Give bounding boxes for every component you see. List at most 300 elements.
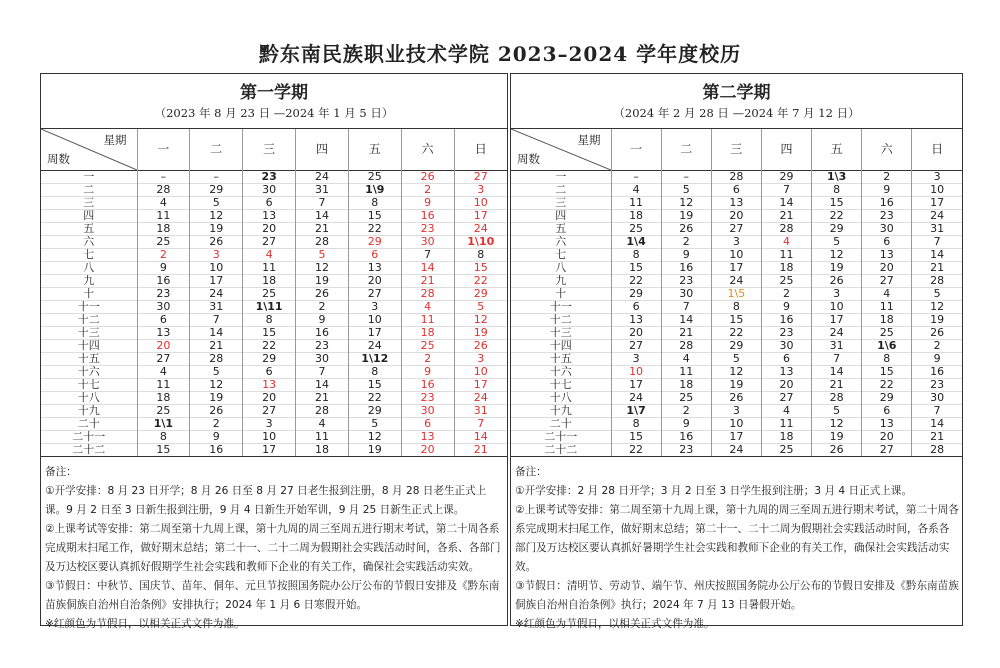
day-cell: 6 (711, 184, 761, 197)
day-cell: 28 (296, 405, 349, 418)
day-cell: 14 (661, 314, 711, 327)
week-number: 十六 (77, 365, 100, 378)
day-cell: 11 (661, 366, 711, 379)
day-cell: 20 (348, 275, 401, 288)
week-row (511, 288, 962, 301)
note-item: ①开学安排：2 月 28 日开学；3 月 2 日至 3 日学生报到注册；3 月 4 日正式上课。 (515, 485, 913, 497)
weekday-thu: 四 (761, 129, 811, 171)
week-row (41, 184, 507, 197)
day-cell: 6 (862, 405, 912, 418)
day-cell: 27 (711, 223, 761, 236)
day-cell: 10 (454, 197, 507, 210)
day-cell: 30 (761, 340, 811, 353)
day-cell: 27 (348, 288, 401, 301)
day-cell: 8 (454, 249, 507, 262)
weekday-sun: 日 (912, 129, 962, 171)
week-row (41, 392, 507, 405)
week-row (41, 223, 507, 236)
day-cell: 10 (611, 366, 661, 379)
day-cell: 9 (137, 262, 190, 275)
day-cell: 26 (711, 392, 761, 405)
day-cell: 28 (761, 223, 811, 236)
day-cell: 28 (137, 184, 190, 197)
day-cell: 25 (761, 444, 811, 457)
day-cell: 6 (243, 366, 296, 379)
note-item: ※红颜色为节假日，以相关正式文件为准。 (45, 618, 245, 630)
week-number: 十一 (549, 300, 572, 313)
day-cell: 20 (761, 379, 811, 392)
day-cell: 7 (761, 184, 811, 197)
week-row (41, 171, 507, 184)
day-cell: 12 (812, 418, 862, 431)
weekday-tue: 二 (190, 129, 243, 171)
day-cell: 19 (190, 392, 243, 405)
day-cell: 5 (912, 288, 962, 301)
day-cell: 29 (812, 223, 862, 236)
page-title: 黔东南民族职业技术学院 2023–2024 学年度校历 (258, 42, 742, 66)
day-cell: 5 (190, 197, 243, 210)
day-cell: 7 (401, 249, 454, 262)
week-number: 二十一 (72, 430, 106, 443)
semester-2-title: 第二学期 (702, 83, 771, 103)
day-cell: 6 (243, 197, 296, 210)
week-number: 十五 (77, 352, 100, 365)
day-cell: 8 (137, 431, 190, 444)
day-cell: 22 (348, 223, 401, 236)
day-cell: 8 (243, 314, 296, 327)
day-cell: 12 (912, 301, 962, 314)
day-cell: 26 (454, 340, 507, 353)
day-cell: 23 (761, 327, 811, 340)
day-cell: 15 (348, 379, 401, 392)
day-cell: 21 (190, 340, 243, 353)
day-cell: 12 (348, 431, 401, 444)
day-cell: 9 (761, 301, 811, 314)
day-cell: 22 (243, 340, 296, 353)
day-cell: 11 (761, 418, 811, 431)
day-cell: 29 (348, 236, 401, 249)
week-number: 十二 (77, 313, 100, 326)
day-cell: 6 (137, 314, 190, 327)
day-cell: 6 (761, 353, 811, 366)
day-cell: 14 (912, 418, 962, 431)
week-number: 十八 (549, 391, 572, 404)
day-cell: 3 (348, 301, 401, 314)
day-cell: 14 (190, 327, 243, 340)
week-number: 二十二 (544, 443, 578, 456)
week-number: 六 (83, 235, 95, 248)
day-cell: 23 (912, 379, 962, 392)
day-cell: 3 (711, 236, 761, 249)
day-cell: 23 (401, 392, 454, 405)
week-row (41, 236, 507, 249)
week-row (41, 405, 507, 418)
day-cell: 16 (296, 327, 349, 340)
week-row (511, 184, 962, 197)
weekday-sat: 六 (862, 129, 912, 171)
semester-1-header (41, 74, 507, 129)
day-cell: 19 (812, 262, 862, 275)
day-cell: 4 (761, 405, 811, 418)
day-cell: 18 (761, 431, 811, 444)
day-cell: 12 (190, 379, 243, 392)
day-cell: 5 (661, 184, 711, 197)
day-cell: 6 (611, 301, 661, 314)
weekday-header-row (41, 129, 507, 171)
week-number: 九 (83, 274, 95, 287)
week-number: 八 (555, 261, 567, 274)
week-number: 二十 (549, 417, 572, 430)
day-cell: 11 (243, 262, 296, 275)
day-cell: 30 (243, 184, 296, 197)
day-cell: 14 (912, 249, 962, 262)
day-cell: 24 (296, 171, 349, 184)
day-cell: 12 (661, 197, 711, 210)
day-cell: 24 (454, 223, 507, 236)
day-cell: 26 (296, 288, 349, 301)
day-cell: 29 (761, 171, 811, 184)
day-cell: 20 (137, 340, 190, 353)
week-number: 二 (83, 183, 95, 196)
day-cell: 15 (348, 210, 401, 223)
day-cell: 15 (611, 431, 661, 444)
day-cell: 11 (137, 210, 190, 223)
week-number: 六 (555, 235, 567, 248)
day-cell: 26 (661, 223, 711, 236)
day-cell: 13 (862, 418, 912, 431)
day-cell: 10 (348, 314, 401, 327)
day-cell: 21 (661, 327, 711, 340)
day-cell: 8 (812, 184, 862, 197)
note-item: ※红颜色为节假日，以相关正式文件为准。 (515, 618, 715, 630)
day-cell: 3 (812, 288, 862, 301)
corner-weeknum-label: 周数 (47, 152, 70, 166)
day-cell: 17 (912, 197, 962, 210)
week-row (511, 353, 962, 366)
note-item: ③节假日：清明节、劳动节、端午节、州庆按照国务院办公厅公布的节假日安排及《黔东南苗族侗族自治州自治条例》执行；2024 年 7 月 13 日暑假开始。 (515, 580, 959, 611)
day-cell: 22 (454, 275, 507, 288)
day-cell: 23 (401, 223, 454, 236)
day-cell: 11 (862, 301, 912, 314)
day-cell: 13 (711, 197, 761, 210)
day-cell: 15 (137, 444, 190, 457)
day-cell: 26 (401, 171, 454, 184)
day-cell: 2 (190, 418, 243, 431)
day-cell: 3 (190, 249, 243, 262)
day-cell: 17 (711, 262, 761, 275)
day-cell: 27 (862, 275, 912, 288)
week-number: 十 (555, 287, 567, 300)
day-cell: 27 (761, 392, 811, 405)
day-cell: 24 (611, 392, 661, 405)
day-cell: 25 (243, 288, 296, 301)
week-row (511, 366, 962, 379)
day-cell: 7 (296, 197, 349, 210)
day-cell: 18 (761, 262, 811, 275)
week-number: 九 (555, 274, 567, 287)
day-cell: 13 (137, 327, 190, 340)
semester-2-notes (511, 456, 962, 634)
week-row (41, 197, 507, 210)
day-cell: 14 (454, 431, 507, 444)
day-cell: 2 (862, 171, 912, 184)
day-cell: 30 (401, 405, 454, 418)
day-cell: 18 (243, 275, 296, 288)
weekday-thu: 四 (296, 129, 349, 171)
day-cell: 23 (296, 340, 349, 353)
day-cell: 8 (611, 418, 661, 431)
semester-1-date-range: （2023 年 8 月 23 日 —2024 年 1 月 5 日） (154, 106, 394, 120)
weekday-mon: 一 (137, 129, 190, 171)
day-cell: 17 (611, 379, 661, 392)
semester-2-header (511, 74, 962, 129)
day-cell: 25 (761, 275, 811, 288)
day-cell: 16 (761, 314, 811, 327)
week-row (511, 327, 962, 340)
day-cell: 14 (296, 210, 349, 223)
day-cell: 28 (661, 340, 711, 353)
week-row (511, 431, 962, 444)
week-number: 五 (555, 222, 567, 235)
week-number: 一 (555, 170, 567, 183)
day-cell: 4 (137, 197, 190, 210)
day-cell: 30 (401, 236, 454, 249)
day-cell: 30 (296, 353, 349, 366)
week-row (41, 275, 507, 288)
day-cell: 6 (862, 236, 912, 249)
day-cell: 19 (190, 223, 243, 236)
day-cell: 5 (296, 249, 349, 262)
corner-weeknum-label: 周数 (517, 152, 540, 166)
day-cell: 9 (912, 353, 962, 366)
day-cell: 5 (812, 236, 862, 249)
day-cell: 16 (190, 444, 243, 457)
week-number: 十七 (549, 378, 572, 391)
week-row (41, 418, 507, 431)
day-cell: 26 (812, 275, 862, 288)
day-cell: 29 (190, 184, 243, 197)
week-row (511, 223, 962, 236)
day-cell: 11 (401, 314, 454, 327)
day-cell: 4 (661, 353, 711, 366)
day-cell: 19 (348, 444, 401, 457)
semester-1-panel (40, 73, 508, 630)
day-cell: 22 (862, 379, 912, 392)
day-cell: 17 (348, 327, 401, 340)
day-cell: 10 (812, 301, 862, 314)
week-row (511, 171, 962, 184)
day-cell: 21 (454, 444, 507, 457)
day-cell: 10 (454, 366, 507, 379)
corner-weekday-label: 星期 (577, 133, 601, 147)
day-cell: 31 (296, 184, 349, 197)
day-cell: 4 (611, 184, 661, 197)
week-number: 二十 (77, 417, 100, 430)
notes-heading: 备注： (45, 466, 77, 478)
semester-1-notes (41, 456, 507, 634)
day-cell: 1\4 (611, 236, 661, 249)
corner-cell (511, 129, 611, 171)
day-cell: 20 (711, 210, 761, 223)
week-row (511, 301, 962, 314)
day-cell: 25 (137, 405, 190, 418)
week-row (511, 197, 962, 210)
week-row (511, 392, 962, 405)
day-cell: 12 (711, 366, 761, 379)
day-cell: 2 (401, 353, 454, 366)
day-cell: 20 (611, 327, 661, 340)
day-cell: 17 (711, 431, 761, 444)
day-cell: 21 (296, 392, 349, 405)
day-cell: 18 (137, 392, 190, 405)
day-cell: 26 (912, 327, 962, 340)
day-cell: 13 (401, 431, 454, 444)
week-number: 十九 (549, 404, 572, 417)
day-cell: 2 (296, 301, 349, 314)
day-cell: 29 (454, 288, 507, 301)
day-cell: 6 (401, 418, 454, 431)
day-cell: 18 (296, 444, 349, 457)
day-cell: 14 (812, 366, 862, 379)
day-cell: 31 (454, 405, 507, 418)
day-cell: 15 (711, 314, 761, 327)
week-row (41, 444, 507, 457)
day-cell: 16 (137, 275, 190, 288)
week-row (511, 314, 962, 327)
day-cell: 29 (243, 353, 296, 366)
day-cell: 2 (661, 405, 711, 418)
semester-1-calendar-table (41, 129, 507, 456)
day-cell: 3 (454, 184, 507, 197)
week-number: 十四 (549, 339, 572, 352)
week-row (41, 314, 507, 327)
day-cell: 27 (862, 444, 912, 457)
day-cell: 20 (401, 444, 454, 457)
day-cell: 5 (711, 353, 761, 366)
week-number: 一 (83, 170, 95, 183)
day-cell: 13 (761, 366, 811, 379)
day-cell: 16 (912, 366, 962, 379)
week-number: 十八 (77, 391, 100, 404)
day-cell: 23 (137, 288, 190, 301)
day-cell: 10 (711, 418, 761, 431)
week-number: 七 (555, 248, 567, 261)
day-cell: 31 (812, 340, 862, 353)
day-cell: 27 (137, 353, 190, 366)
day-cell: 29 (348, 405, 401, 418)
week-number: 二十二 (72, 443, 106, 456)
day-cell: 1\3 (812, 171, 862, 184)
day-cell: – (190, 171, 243, 184)
day-cell: 11 (611, 197, 661, 210)
day-cell: 4 (761, 236, 811, 249)
week-number: 三 (555, 196, 567, 209)
day-cell: 3 (611, 353, 661, 366)
day-cell: 12 (454, 314, 507, 327)
day-cell: 30 (862, 223, 912, 236)
day-cell: 20 (862, 262, 912, 275)
day-cell: 23 (243, 171, 296, 184)
day-cell: 16 (862, 197, 912, 210)
day-cell: 8 (348, 197, 401, 210)
day-cell: 25 (348, 171, 401, 184)
weekday-header-row (511, 129, 962, 171)
day-cell: 4 (137, 366, 190, 379)
day-cell: 7 (812, 353, 862, 366)
day-cell: 7 (190, 314, 243, 327)
day-cell: 5 (812, 405, 862, 418)
day-cell: 19 (661, 210, 711, 223)
day-cell: 20 (862, 431, 912, 444)
day-cell: 17 (190, 275, 243, 288)
day-cell: 20 (243, 223, 296, 236)
day-cell: 24 (812, 327, 862, 340)
day-cell: 19 (912, 314, 962, 327)
semester-2-date-range: （2024 年 2 月 28 日 —2024 年 7 月 12 日） (613, 106, 860, 120)
day-cell: 27 (243, 405, 296, 418)
day-cell: 18 (401, 327, 454, 340)
day-cell: 16 (661, 262, 711, 275)
day-cell: 24 (348, 340, 401, 353)
day-cell: 17 (243, 444, 296, 457)
day-cell: 7 (912, 405, 962, 418)
week-number: 十二 (549, 313, 572, 326)
week-number: 四 (83, 209, 95, 222)
day-cell: 10 (190, 262, 243, 275)
note-item: ③节假日：中秋节、国庆节、苗年、侗年、元旦节按照国务院办公厅公布的节假日安排及《黔东南苗族侗族自治州自治条例》安排执行；2024 年 1 月 6 日寒假开始。 (45, 580, 500, 611)
day-cell: 16 (401, 379, 454, 392)
day-cell: 27 (454, 171, 507, 184)
day-cell: 15 (862, 366, 912, 379)
day-cell: 13 (243, 210, 296, 223)
week-row (41, 249, 507, 262)
day-cell: 8 (711, 301, 761, 314)
corner-weekday-label: 星期 (103, 133, 127, 147)
day-cell: 9 (862, 184, 912, 197)
day-cell: 25 (862, 327, 912, 340)
day-cell: 23 (661, 444, 711, 457)
day-cell: 14 (761, 197, 811, 210)
day-cell: 2 (661, 236, 711, 249)
day-cell: 24 (711, 275, 761, 288)
day-cell: 22 (812, 210, 862, 223)
week-row (41, 288, 507, 301)
day-cell: 20 (243, 392, 296, 405)
day-cell: 18 (862, 314, 912, 327)
day-cell: 2 (761, 288, 811, 301)
week-row (511, 249, 962, 262)
day-cell: 5 (190, 366, 243, 379)
day-cell: 19 (454, 327, 507, 340)
day-cell: 1\11 (243, 301, 296, 314)
day-cell: 28 (190, 353, 243, 366)
notes-heading: 备注： (515, 466, 547, 478)
day-cell: 22 (711, 327, 761, 340)
day-cell: 28 (912, 444, 962, 457)
week-number: 二 (555, 183, 567, 196)
day-cell: 6 (348, 249, 401, 262)
week-row (511, 262, 962, 275)
week-row (41, 210, 507, 223)
day-cell: 14 (401, 262, 454, 275)
day-cell: 23 (661, 275, 711, 288)
day-cell: 12 (812, 249, 862, 262)
week-row (511, 405, 962, 418)
day-cell: 28 (711, 171, 761, 184)
week-row (511, 275, 962, 288)
day-cell: 1\9 (348, 184, 401, 197)
day-cell: 3 (912, 171, 962, 184)
